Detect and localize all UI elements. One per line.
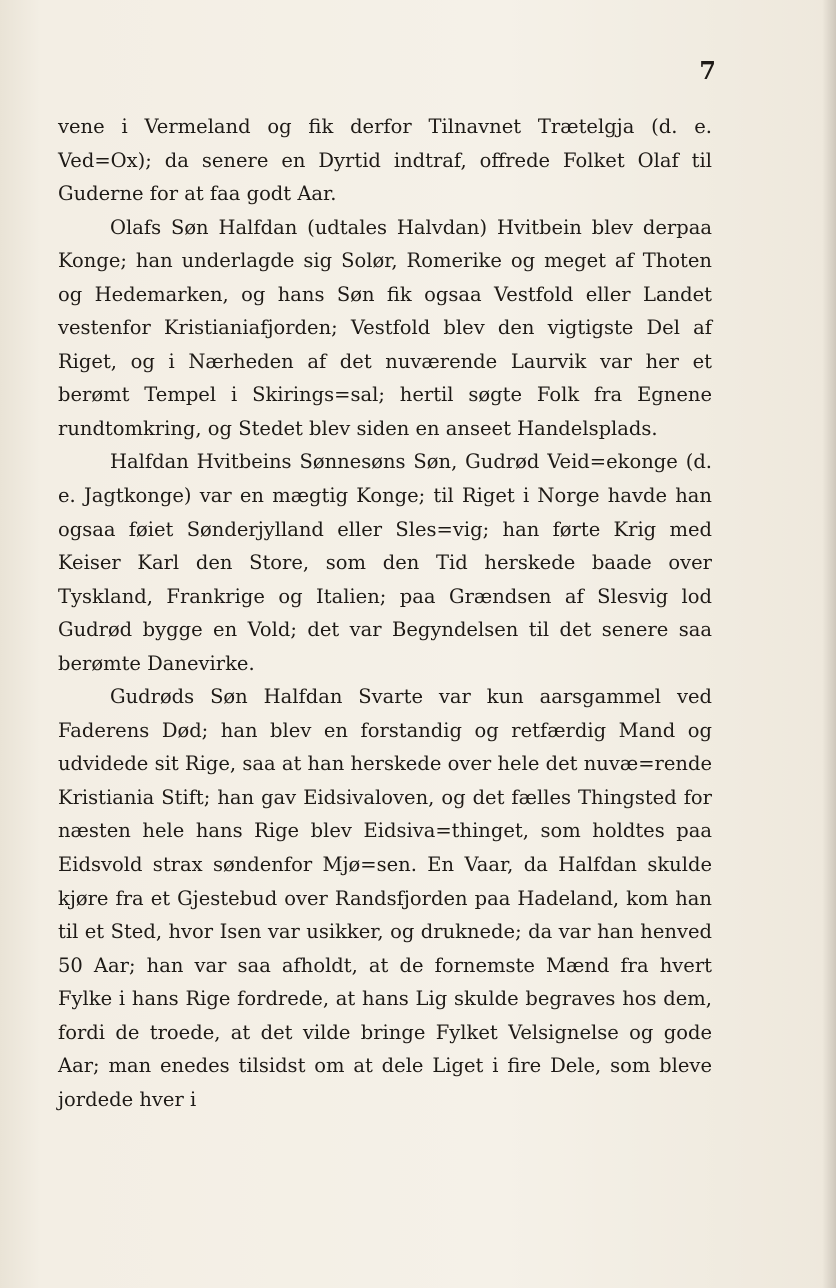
page-number: 7 [699, 56, 716, 85]
paragraph-3: Halfdan Hvitbeins Sønnesøns Søn, Gudrød Veid=ekonge (d. e. Jagtkonge) var en mægtig Konge; til Riget i Norge havde han ogsaa føiet Sønderjylland eller Sles=vig; han førte Krig med Keiser Karl den Store, som den Tid herskede baade over Tyskland, Frankrige og Italien; paa Grændsen af Slesvig lod Gudrød bygge en Vold; det var Begyndelsen til det senere saa berømte Danevirke. [58, 450, 712, 675]
page-edge-shadow [822, 0, 836, 1288]
paragraph-2: Olafs Søn Halfdan (udtales Halvdan) Hvitbein blev derpaa Konge; han underlagde sig Solør, Romerike og meget af Thoten og Hedemarken, og hans Søn fik ogsaa Vestfold eller Landet vestenfor Kristianiafjorden; Vestfold blev den vigtigste Del af Riget, og i Nærheden af det nuværende Laurvik var her et berømt Tempel i Skirings=sal; hertil søgte Folk fra Egnene rundtomkring, og Stedet blev siden en anseet Handelsplads. [58, 215, 712, 440]
body-text [58, 110, 712, 1116]
paragraph-4: Gudrøds Søn Halfdan Svarte var kun aarsgammel ved Faderens Død; han blev en forstandig og retfærdig Mand og udvidede sit Rige, saa at han herskede over hele det nuvæ=rende Kristiania Stift; han gav Eidsivaloven, og det fælles Thingsted for næsten hele hans Rige blev Eidsiva=thinget, som holdtes paa Eidsvold strax søndenfor Mjø=sen. En Vaar, da Halfdan skulde kjøre fra et Gjestebud over Randsfjorden paa Hadeland, kom han til et Sted, hvor Isen var usikker, og druknede; da var han henved 50 Aar; han var saa afholdt, at de fornemste Mænd fra hvert Fylke i hans Rige fordrede, at hans Lig skulde begraves hos dem, fordi de troede, at det vilde bringe Fylket Velsignelse og gode Aar; man enedes tilsidst om at dele Liget i fire Dele, som bleve jordede hver i [58, 685, 712, 1111]
paragraph-1: vene i Vermeland og fik derfor Tilnavnet Trætelgja (d. e. Ved=Ox); da senere en Dyrtid indtraf, offrede Folket Olaf til Guderne for at faa godt Aar. [58, 115, 712, 206]
